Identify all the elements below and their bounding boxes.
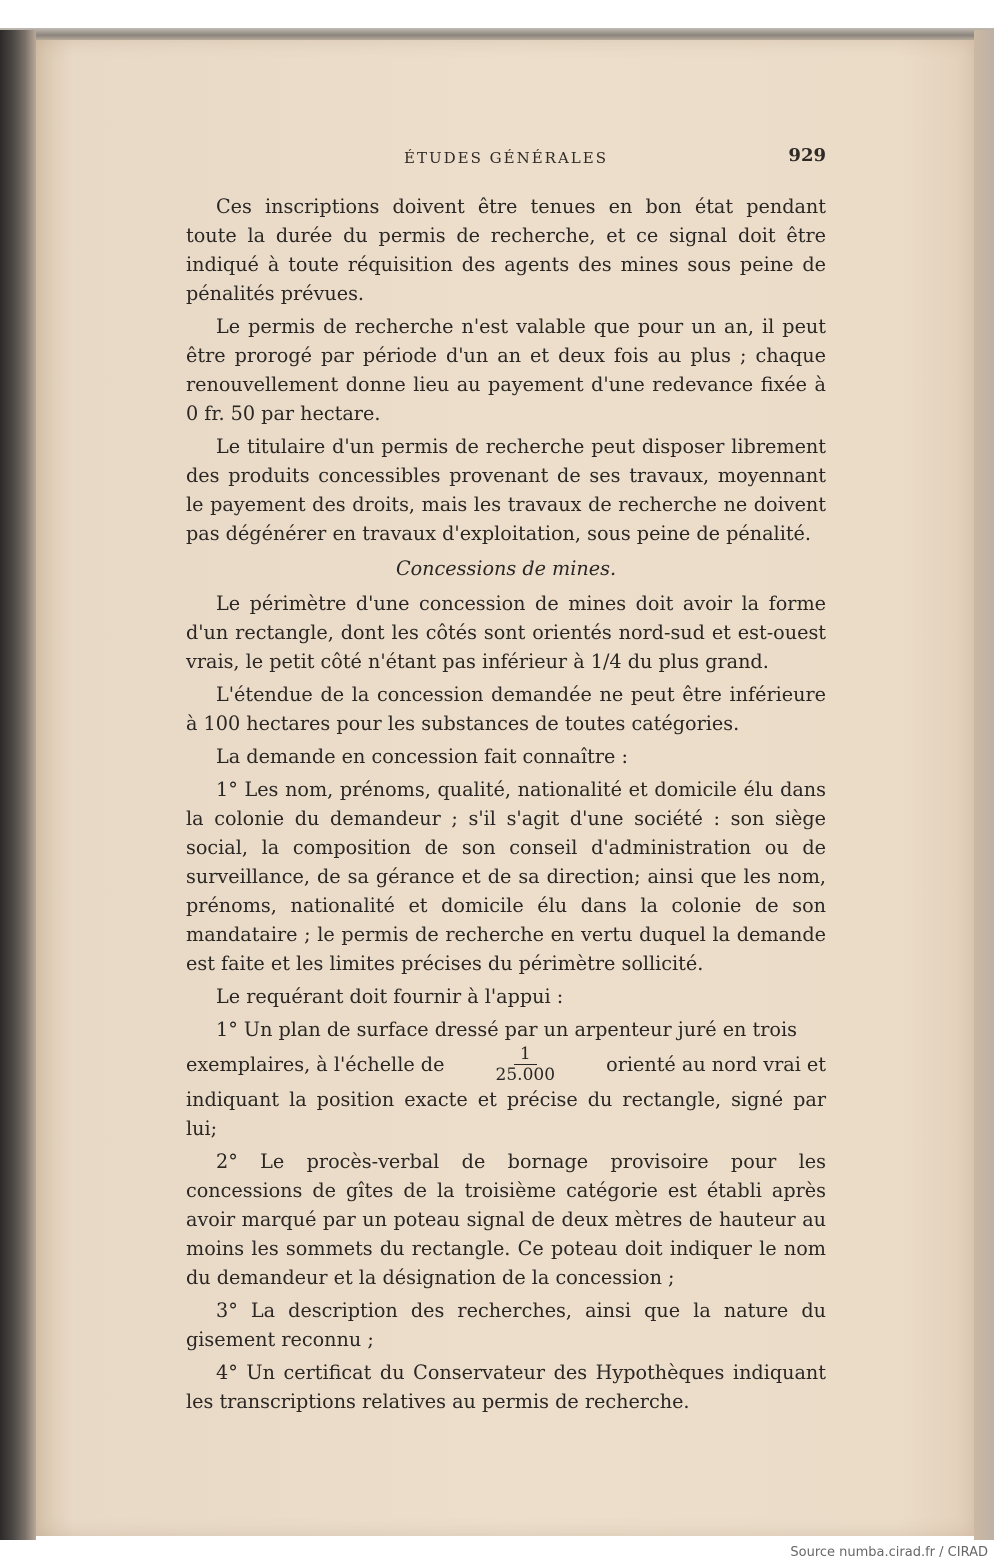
source-credit: Source numba.cirad.fr / CIRAD (790, 1545, 988, 1560)
scale-paragraph (186, 1015, 826, 1143)
running-head (186, 145, 826, 173)
scale-line-2 (186, 1044, 826, 1085)
fraction-numerator: 1 (514, 1044, 537, 1065)
binding-board-left (0, 30, 36, 1540)
paragraph: Le permis de recherche n'est valable que pour un an, il peut être prorogé par période d'un an et deux fois au plus ; chaque renouvellement donne lieu au payement d'une redevance fixée à 0 fr. 50 par hectare. (186, 315, 826, 425)
paragraph: L'étendue de la concession demandée ne peut être inférieure à 100 hectares pour les substances de toutes catégories. (186, 683, 826, 735)
paragraph: 1° Les nom, prénoms, qualité, nationalité et domicile élu dans la colonie du demandeur ; s'il s'agit d'une société : son siège social, la composition de son conseil d'administration ou de surveillance, de sa gérance et de sa direction; ainsi que les nom, prénoms, nationalité et domicile élu dans la colonie de son mandataire ; le permis de recherche en vertu duquel la demande est faite et les limites précises du périmètre sollicité. (186, 778, 826, 975)
body-text (186, 192, 826, 1420)
paragraph: 3° La description des recherches, ainsi que la nature du gisement reconnu ; (186, 1299, 826, 1351)
paragraph: 4° Un certificat du Conservateur des Hypothèques indiquant les transcriptions relatives au permis de recherche. (186, 1361, 826, 1413)
scale-text-after: orienté au nord vrai et (606, 1053, 826, 1076)
running-title: ÉTUDES GÉNÉRALES (404, 149, 608, 167)
paragraph: Le périmètre d'une concession de mines doit avoir la forme d'un rectangle, dont les côtés sont orientés nord-sud et est-ouest vrais, le petit côté n'étant pas inférieur à 1/4 du plus grand. (186, 592, 826, 673)
paragraph: Le titulaire d'un permis de recherche peut disposer librement des produits concessibles provenant de ses travaux, moyennant le payement des droits, mais les travaux de recherche ne doivent pas dégénérer en travaux d'exploitation, sous peine de pénalité. (186, 435, 826, 545)
paragraph: 2° Le procès-verbal de bornage provisoire pour les concessions de gîtes de la troisième catégorie est établi après avoir marqué par un poteau signal de deux mètres de hauteur au moins les sommets du rectangle. Ce poteau doit indiquer le nom du demandeur et la désignation de la concession ; (186, 1150, 826, 1289)
fraction-denominator: 25.000 (495, 1065, 556, 1085)
paragraph: Ces inscriptions doivent être tenues en bon état pendant toute la durée du permis de recherche, et ce signal doit être indiqué à toute réquisition des agents des mines sous peine de pénalités prévues. (186, 195, 826, 305)
paragraph: Le requérant doit fournir à l'appui : (216, 985, 564, 1008)
scale-fraction (496, 1044, 555, 1085)
section-heading: Concessions de mines. (395, 557, 617, 580)
scale-line-3: indiquant la position exacte et précise du rectangle, signé par lui; (186, 1088, 826, 1140)
binding-board-top (0, 28, 994, 40)
binding-board-right (974, 30, 994, 1540)
scale-line-1: 1° Un plan de surface dressé par un arpenteur juré en trois (216, 1018, 797, 1041)
scale-text-before: exemplaires, à l'échelle de (186, 1053, 445, 1076)
paragraph: La demande en concession fait connaître : (216, 745, 628, 768)
page-number: 929 (788, 145, 826, 166)
